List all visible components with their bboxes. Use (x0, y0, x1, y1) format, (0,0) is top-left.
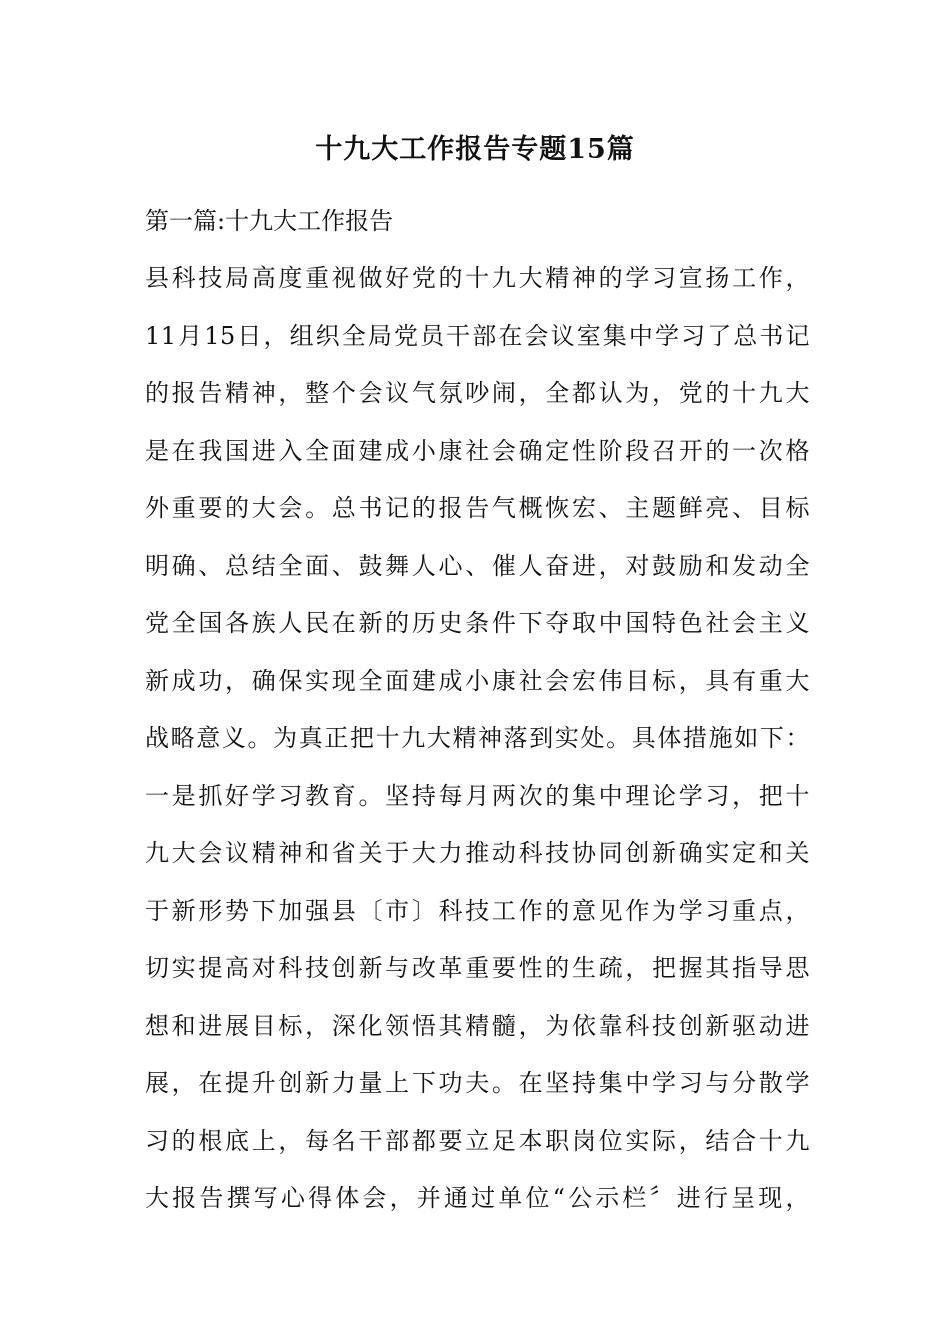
body-paragraph (145, 256, 810, 1234)
paragraph-line: 战略意义。为真正把十九大精神落到实处。具体措施如下： (145, 724, 810, 752)
section-heading: 第一篇:十九大工作报告 (145, 207, 394, 235)
paragraph-line: 新成功，确保实现全面建成小康社会宏伟目标，具有重大 (145, 666, 810, 695)
document-title: 十九大工作报告专题15篇 (315, 134, 635, 165)
paragraph-line: 切实提高对科技创新与改革重要性的生疏，把握其指导思 (145, 954, 810, 982)
paragraph-line: 展，在提升创新力量上下功夫。在坚持集中学习与分散学 (145, 1069, 810, 1097)
paragraph-line: 是在我国进入全面建成小康社会确定性阶段召开的一次格 (145, 436, 810, 465)
paragraph-line: 一是抓好学习教育。坚持每月两次的集中理论学习，把十 (145, 781, 810, 810)
paragraph-line: 想和进展目标，深化领悟其精髓，为依靠科技创新驱动进 (145, 1011, 810, 1040)
paragraph-line: 的报告精神，整个会议气氛吵闹，全都认为，党的十九大 (145, 379, 810, 407)
paragraph-line: 11月15日，组织全局党员干部在会议室集中学习了总书记 (145, 321, 810, 350)
paragraph-line: 习的根底上，每名干部都要立足本职岗位实际，结合十九 (145, 1126, 810, 1155)
paragraph-line: 于新形势下加强县〔市〕科技工作的意见作为学习重点， (145, 896, 810, 925)
paragraph-line: 县科技局高度重视做好党的十九大精神的学习宣扬工作， (145, 264, 810, 292)
paragraph-line: 外重要的大会。总书记的报告气概恢宏、主题鲜亮、目标 (145, 494, 810, 522)
paragraph-line: 明确、总结全面、鼓舞人心、催人奋进，对鼓励和发动全 (145, 551, 810, 580)
paragraph-line: 九大会议精神和省关于大力推动科技协同创新确实定和关 (145, 839, 810, 867)
paragraph-line: 党全国各族人民在新的历史条件下夺取中国特色社会主义 (145, 609, 810, 637)
paragraph-line: 大报告撰写心得体会，并通过单位“公示栏〞进行呈现， (145, 1184, 810, 1212)
